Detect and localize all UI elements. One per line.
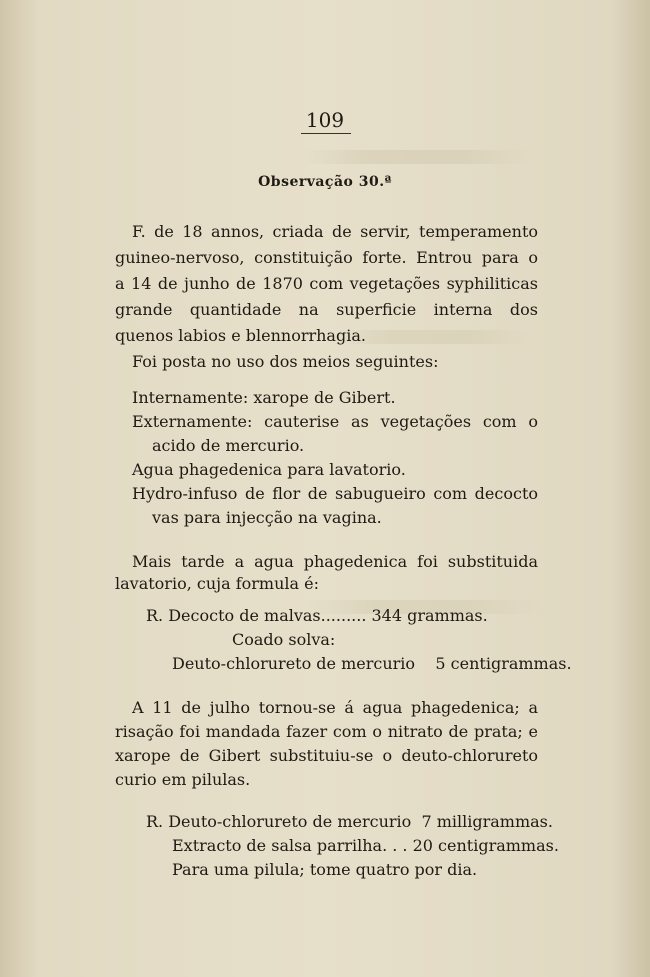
- recipe2-line: Extracto de salsa parrilha. . . 20 centigrammas.: [172, 836, 559, 855]
- treatment-line: Internamente: xarope de Gibert.: [132, 388, 396, 407]
- para4-line: curio em pilulas.: [115, 770, 251, 789]
- page-number: 109: [305, 108, 345, 132]
- recipe1-line: Deuto-chlorureto de mercurio 5 centigrammas.: [172, 654, 572, 673]
- treatment-line: Externamente: cauterise as vegetações com o: [132, 412, 538, 431]
- para4-line: risação foi mandada fazer com o nitrato de prata; e: [115, 722, 538, 741]
- treatment-line: Hydro-infuso de flor de sabugueiro com decocto: [132, 484, 538, 503]
- para1-line: F. de 18 annos, criada de servir, temperamento: [132, 222, 538, 241]
- para2-text: Foi posta no uso dos meios seguintes:: [132, 352, 439, 371]
- para1-line: guineo-nervoso, constituição forte. Entrou para o: [115, 248, 538, 267]
- para1-line: grande quantidade na superficie interna dos: [115, 300, 538, 319]
- para4-line: xarope de Gibert substituiu-se o deuto-chlorureto: [115, 746, 538, 765]
- recipe1-line: R. Decocto de malvas......... 344 grammas.: [146, 606, 488, 625]
- para4-line: A 11 de julho tornou-se á agua phagedenica; a: [132, 698, 538, 717]
- recipe2-line: R. Deuto-chlorureto de mercurio 7 milligrammas.: [146, 812, 553, 831]
- treatment-line: vas para injecção na vagina.: [152, 508, 382, 527]
- recipe2-line: Para uma pilula; tome quatro por dia.: [172, 860, 478, 879]
- treatment-line: Agua phagedenica para lavatorio.: [132, 460, 406, 479]
- para1-line: quenos labios e blennorrhagia.: [115, 326, 366, 345]
- treatment-line: acido de mercurio.: [152, 436, 305, 455]
- page-number-rule: [301, 133, 351, 134]
- bleed-through-decoration: [300, 150, 530, 164]
- para3-line: lavatorio, cuja formula é:: [115, 574, 319, 593]
- para1-line: a 14 de junho de 1870 com vegetações syphiliticas: [115, 274, 538, 293]
- recipe1-line: Coado solva:: [232, 630, 336, 649]
- para3-line: Mais tarde a agua phagedenica foi substituida: [132, 552, 538, 571]
- observation-title: Observação 30.ª: [258, 174, 392, 190]
